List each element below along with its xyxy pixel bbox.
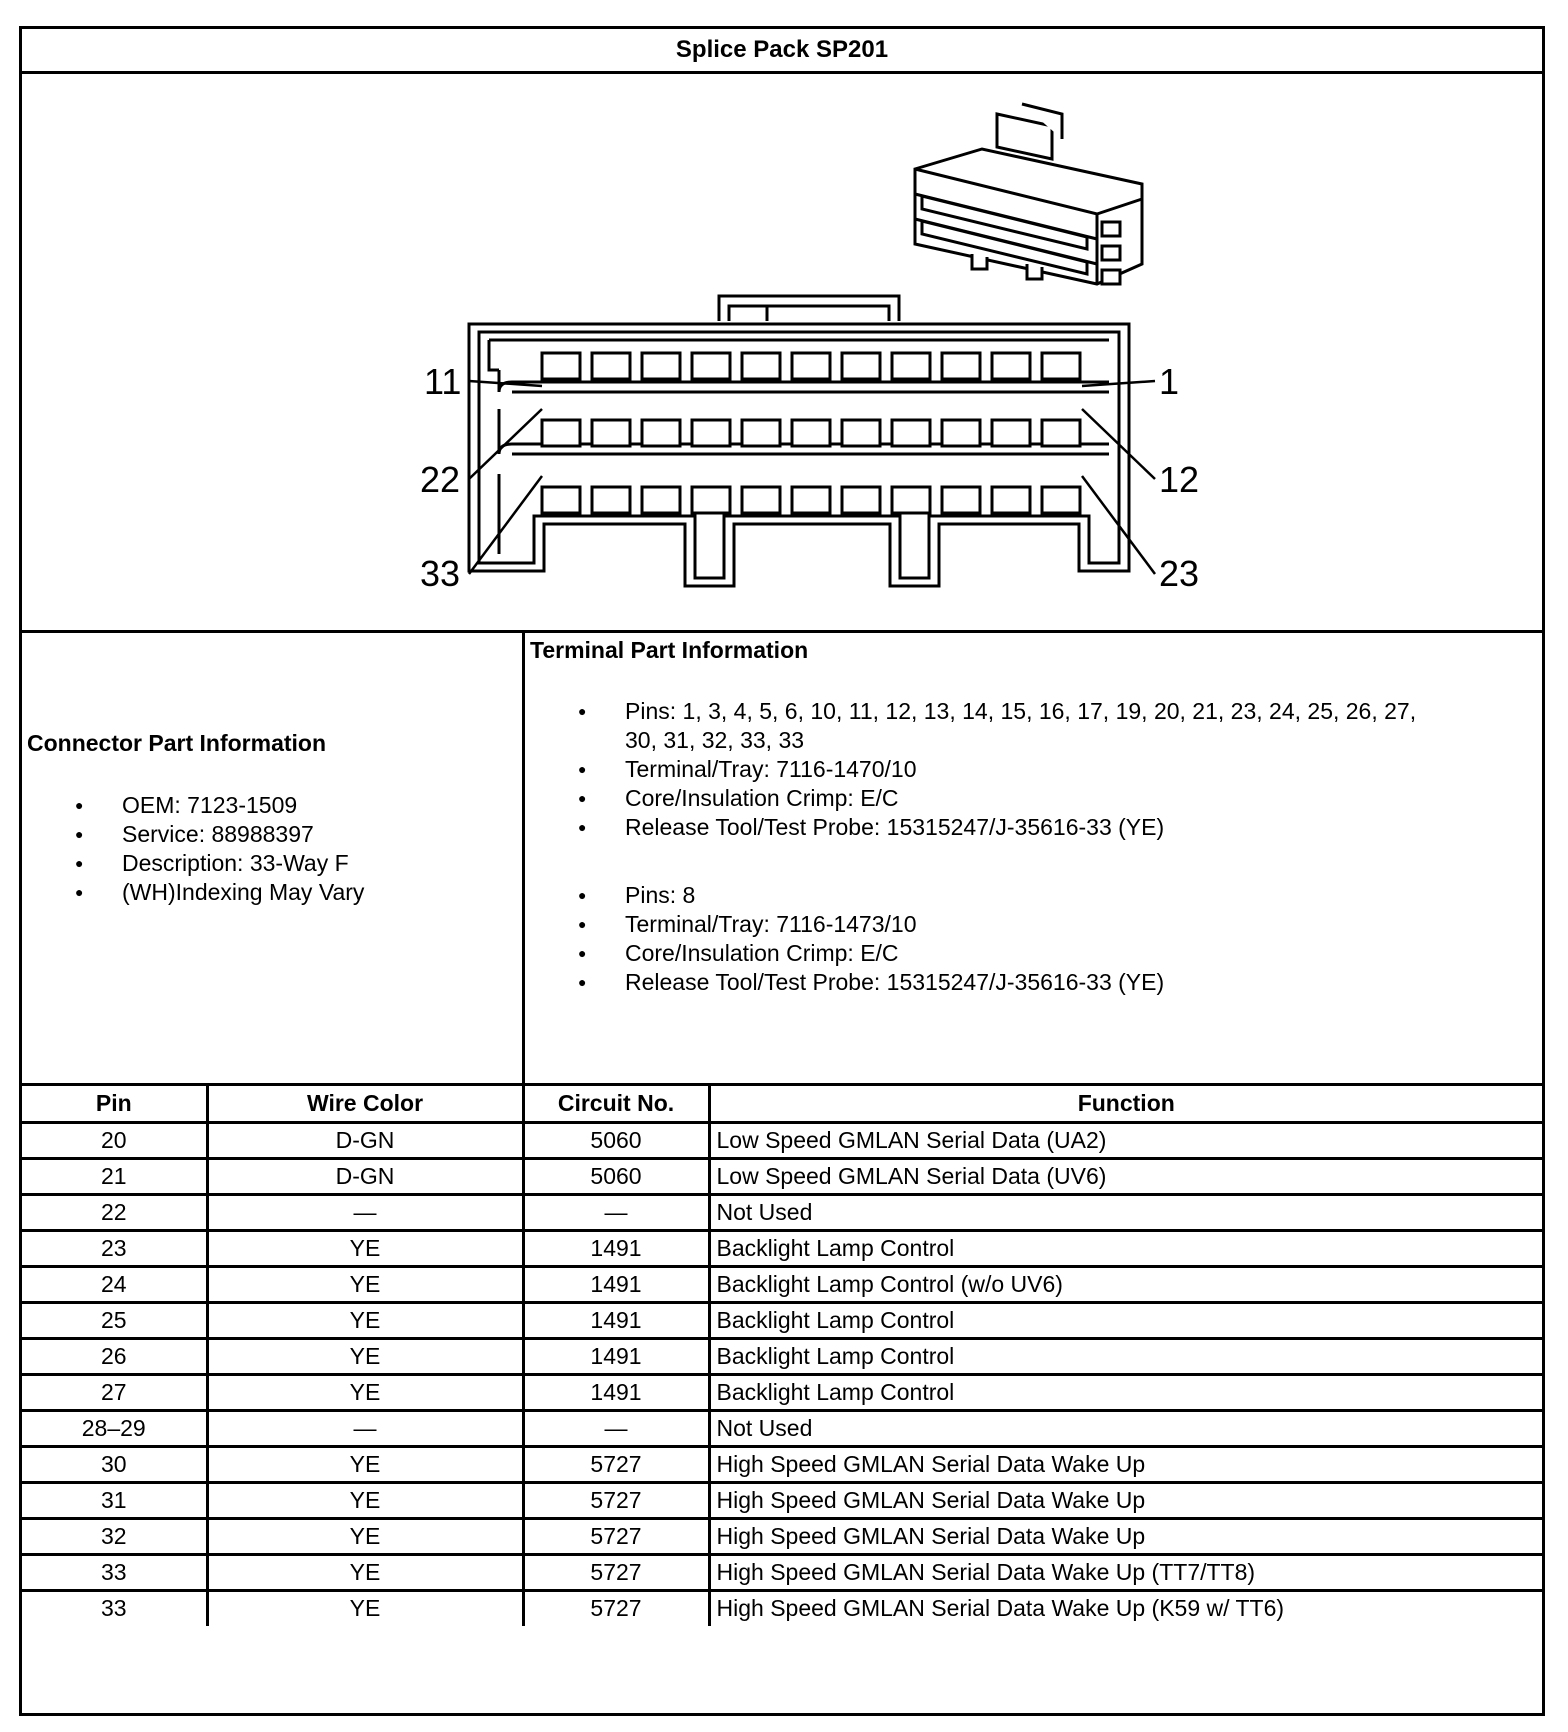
terminal-part-heading: Terminal Part Information (530, 637, 809, 663)
circuit-cell: 5060 (523, 1122, 709, 1158)
pin-cavity (842, 487, 880, 513)
description-item: ● Description: 33-Way F (22, 849, 517, 878)
wire-color-cell: YE (207, 1446, 523, 1482)
function-cell: Not Used (709, 1194, 1542, 1230)
pinout-table (22, 1086, 1542, 1626)
pin-cavity (792, 420, 830, 446)
pin-cavity (792, 353, 830, 379)
wire-color-cell: YE (207, 1266, 523, 1302)
pin-cavity (892, 487, 930, 513)
table-row (22, 1230, 1542, 1266)
wire-color-cell: YE (207, 1590, 523, 1626)
circuit-cell: 5727 (523, 1482, 709, 1518)
wire-color-cell: — (207, 1410, 523, 1446)
table-row (22, 1338, 1542, 1374)
service-item: ● Service: 88988397 (22, 820, 517, 849)
pin-cell: 20 (22, 1122, 207, 1158)
pin-cavity (692, 487, 730, 513)
pin-cavity (942, 487, 980, 513)
circuit-cell: 1491 (523, 1302, 709, 1338)
pin-cavity (742, 487, 780, 513)
pin-cavities (542, 353, 1080, 513)
pin-cavity (942, 353, 980, 379)
table-header-row (22, 1086, 1542, 1122)
terminal-part-info (525, 633, 1542, 1083)
circuit-cell: 1491 (523, 1338, 709, 1374)
pin-cavity (942, 420, 980, 446)
crimp-item-1: ● Core/Insulation Crimp: E/C (525, 784, 1535, 813)
header-wire-color: Wire Color (207, 1086, 523, 1122)
wire-color-cell: YE (207, 1338, 523, 1374)
pin-cell: 33 (22, 1554, 207, 1590)
function-cell: High Speed GMLAN Serial Data Wake Up (709, 1482, 1542, 1518)
page-title: Splice Pack SP201 (22, 29, 1542, 74)
wire-color-cell: YE (207, 1554, 523, 1590)
crimp-item-2: ● Core/Insulation Crimp: E/C (525, 939, 1535, 968)
table-row (22, 1266, 1542, 1302)
pin-cavity (642, 420, 680, 446)
pin-cavity (1042, 353, 1080, 379)
circuit-cell: — (523, 1410, 709, 1446)
pin-cell: 26 (22, 1338, 207, 1374)
pin-cavity (642, 487, 680, 513)
function-cell: Low Speed GMLAN Serial Data (UV6) (709, 1158, 1542, 1194)
circuit-cell: 1491 (523, 1374, 709, 1410)
pin-cavity (992, 420, 1030, 446)
function-cell: High Speed GMLAN Serial Data Wake Up (TT7/TT8) (709, 1554, 1542, 1590)
wire-color-cell: YE (207, 1302, 523, 1338)
connector-part-info (22, 633, 525, 1083)
table-row (22, 1482, 1542, 1518)
pins-item-1: ● Pins: 1, 3, 4, 5, 6, 10, 11, 12, 13, 14, 15, 16, 17, 19, 20, 21, 23, 24, 25, 26, 27, 30, 31, 32, 33, 33 (525, 697, 1535, 755)
pin-cell: 30 (22, 1446, 207, 1482)
wire-color-cell: — (207, 1194, 523, 1230)
circuit-cell: 5727 (523, 1590, 709, 1626)
wire-color-cell: YE (207, 1230, 523, 1266)
pin-cavity (742, 420, 780, 446)
pin-cavity (992, 353, 1030, 379)
wire-color-cell: D-GN (207, 1158, 523, 1194)
pin-cavity (592, 487, 630, 513)
circuit-cell: — (523, 1194, 709, 1230)
pin-cavity (992, 487, 1030, 513)
table-row (22, 1374, 1542, 1410)
circuit-cell: 1491 (523, 1230, 709, 1266)
pin-cavity (542, 420, 580, 446)
description-item-continued: ● (WH)Indexing May Vary (22, 878, 517, 907)
pin-cell: 28–29 (22, 1410, 207, 1446)
function-cell: Backlight Lamp Control (709, 1302, 1542, 1338)
connector-part-heading: Connector Part Information (27, 730, 327, 756)
pin-cavity (792, 487, 830, 513)
tray-item-1: ● Terminal/Tray: 7116-1470/10 (525, 755, 1535, 784)
function-cell: Backlight Lamp Control (w/o UV6) (709, 1266, 1542, 1302)
pin-cavity (842, 353, 880, 379)
pin-cavity (542, 487, 580, 513)
pin-leader-lines (469, 381, 1155, 574)
function-cell: Backlight Lamp Control (709, 1374, 1542, 1410)
oem-item: ● OEM: 7123-1509 (22, 791, 517, 820)
wire-color-cell: YE (207, 1482, 523, 1518)
table-row (22, 1410, 1542, 1446)
pin-cell: 24 (22, 1266, 207, 1302)
function-cell: Backlight Lamp Control (709, 1230, 1542, 1266)
pin-cavity (542, 353, 580, 379)
function-cell: High Speed GMLAN Serial Data Wake Up (709, 1446, 1542, 1482)
function-cell: Backlight Lamp Control (709, 1338, 1542, 1374)
pin-cell: 25 (22, 1302, 207, 1338)
pin-cavity (592, 420, 630, 446)
pin-cell: 27 (22, 1374, 207, 1410)
header-pin: Pin (22, 1086, 207, 1122)
function-cell: High Speed GMLAN Serial Data Wake Up (K59 w/ TT6) (709, 1590, 1542, 1626)
table-row (22, 1302, 1542, 1338)
pin-label-11: 11 (424, 361, 462, 402)
table-body (22, 1122, 1542, 1626)
connector-face-svg (22, 74, 1542, 630)
connector-3d-icon (915, 104, 1142, 284)
wire-color-cell: D-GN (207, 1122, 523, 1158)
pin-cavity (1042, 487, 1080, 513)
table-row (22, 1446, 1542, 1482)
pin-cell: 22 (22, 1194, 207, 1230)
circuit-cell: 5727 (523, 1518, 709, 1554)
table-row (22, 1554, 1542, 1590)
pin-label-22: 22 (420, 459, 461, 500)
wire-color-cell: YE (207, 1374, 523, 1410)
pin-cavity (642, 353, 680, 379)
pin-label-23: 23 (1159, 553, 1200, 594)
circuit-cell: 5727 (523, 1554, 709, 1590)
pins-item-2: ● Pins: 8 (525, 881, 1535, 910)
tool-item-2: ● Release Tool/Test Probe: 15315247/J-35616-33 (YE) (525, 968, 1535, 997)
pin-cell: 33 (22, 1590, 207, 1626)
pin-cavity (1042, 420, 1080, 446)
terminal-group-2 (525, 881, 1535, 997)
connector-sheet (19, 26, 1545, 1716)
pin-cavity (892, 420, 930, 446)
connector-diagram (22, 74, 1542, 633)
table-row (22, 1158, 1542, 1194)
circuit-cell: 1491 (523, 1266, 709, 1302)
pin-cavity (592, 353, 630, 379)
pin-cavity (742, 353, 780, 379)
pin-cavity (692, 353, 730, 379)
header-function: Function (709, 1086, 1542, 1122)
pin-cavity (692, 420, 730, 446)
terminal-group-1 (525, 697, 1535, 842)
table-row (22, 1122, 1542, 1158)
pin-cavity (842, 420, 880, 446)
table-row (22, 1590, 1542, 1626)
table-row (22, 1518, 1542, 1554)
pin-cell: 23 (22, 1230, 207, 1266)
pin-label-33: 33 (420, 553, 461, 594)
connector-part-list (22, 791, 517, 907)
function-cell: Low Speed GMLAN Serial Data (UA2) (709, 1122, 1542, 1158)
wire-color-cell: YE (207, 1518, 523, 1554)
function-cell: High Speed GMLAN Serial Data Wake Up (709, 1518, 1542, 1554)
pin-cell: 32 (22, 1518, 207, 1554)
table-row (22, 1194, 1542, 1230)
tool-item-1: ● Release Tool/Test Probe: 15315247/J-35616-33 (YE) (525, 813, 1535, 842)
function-cell: Not Used (709, 1410, 1542, 1446)
tray-item-2: ● Terminal/Tray: 7116-1473/10 (525, 910, 1535, 939)
circuit-cell: 5727 (523, 1446, 709, 1482)
pin-cavity (892, 353, 930, 379)
circuit-cell: 5060 (523, 1158, 709, 1194)
pin-label-1: 1 (1159, 361, 1180, 402)
pin-cell: 21 (22, 1158, 207, 1194)
header-circuit: Circuit No. (523, 1086, 709, 1122)
pin-cell: 31 (22, 1482, 207, 1518)
pin-label-12: 12 (1159, 459, 1200, 500)
